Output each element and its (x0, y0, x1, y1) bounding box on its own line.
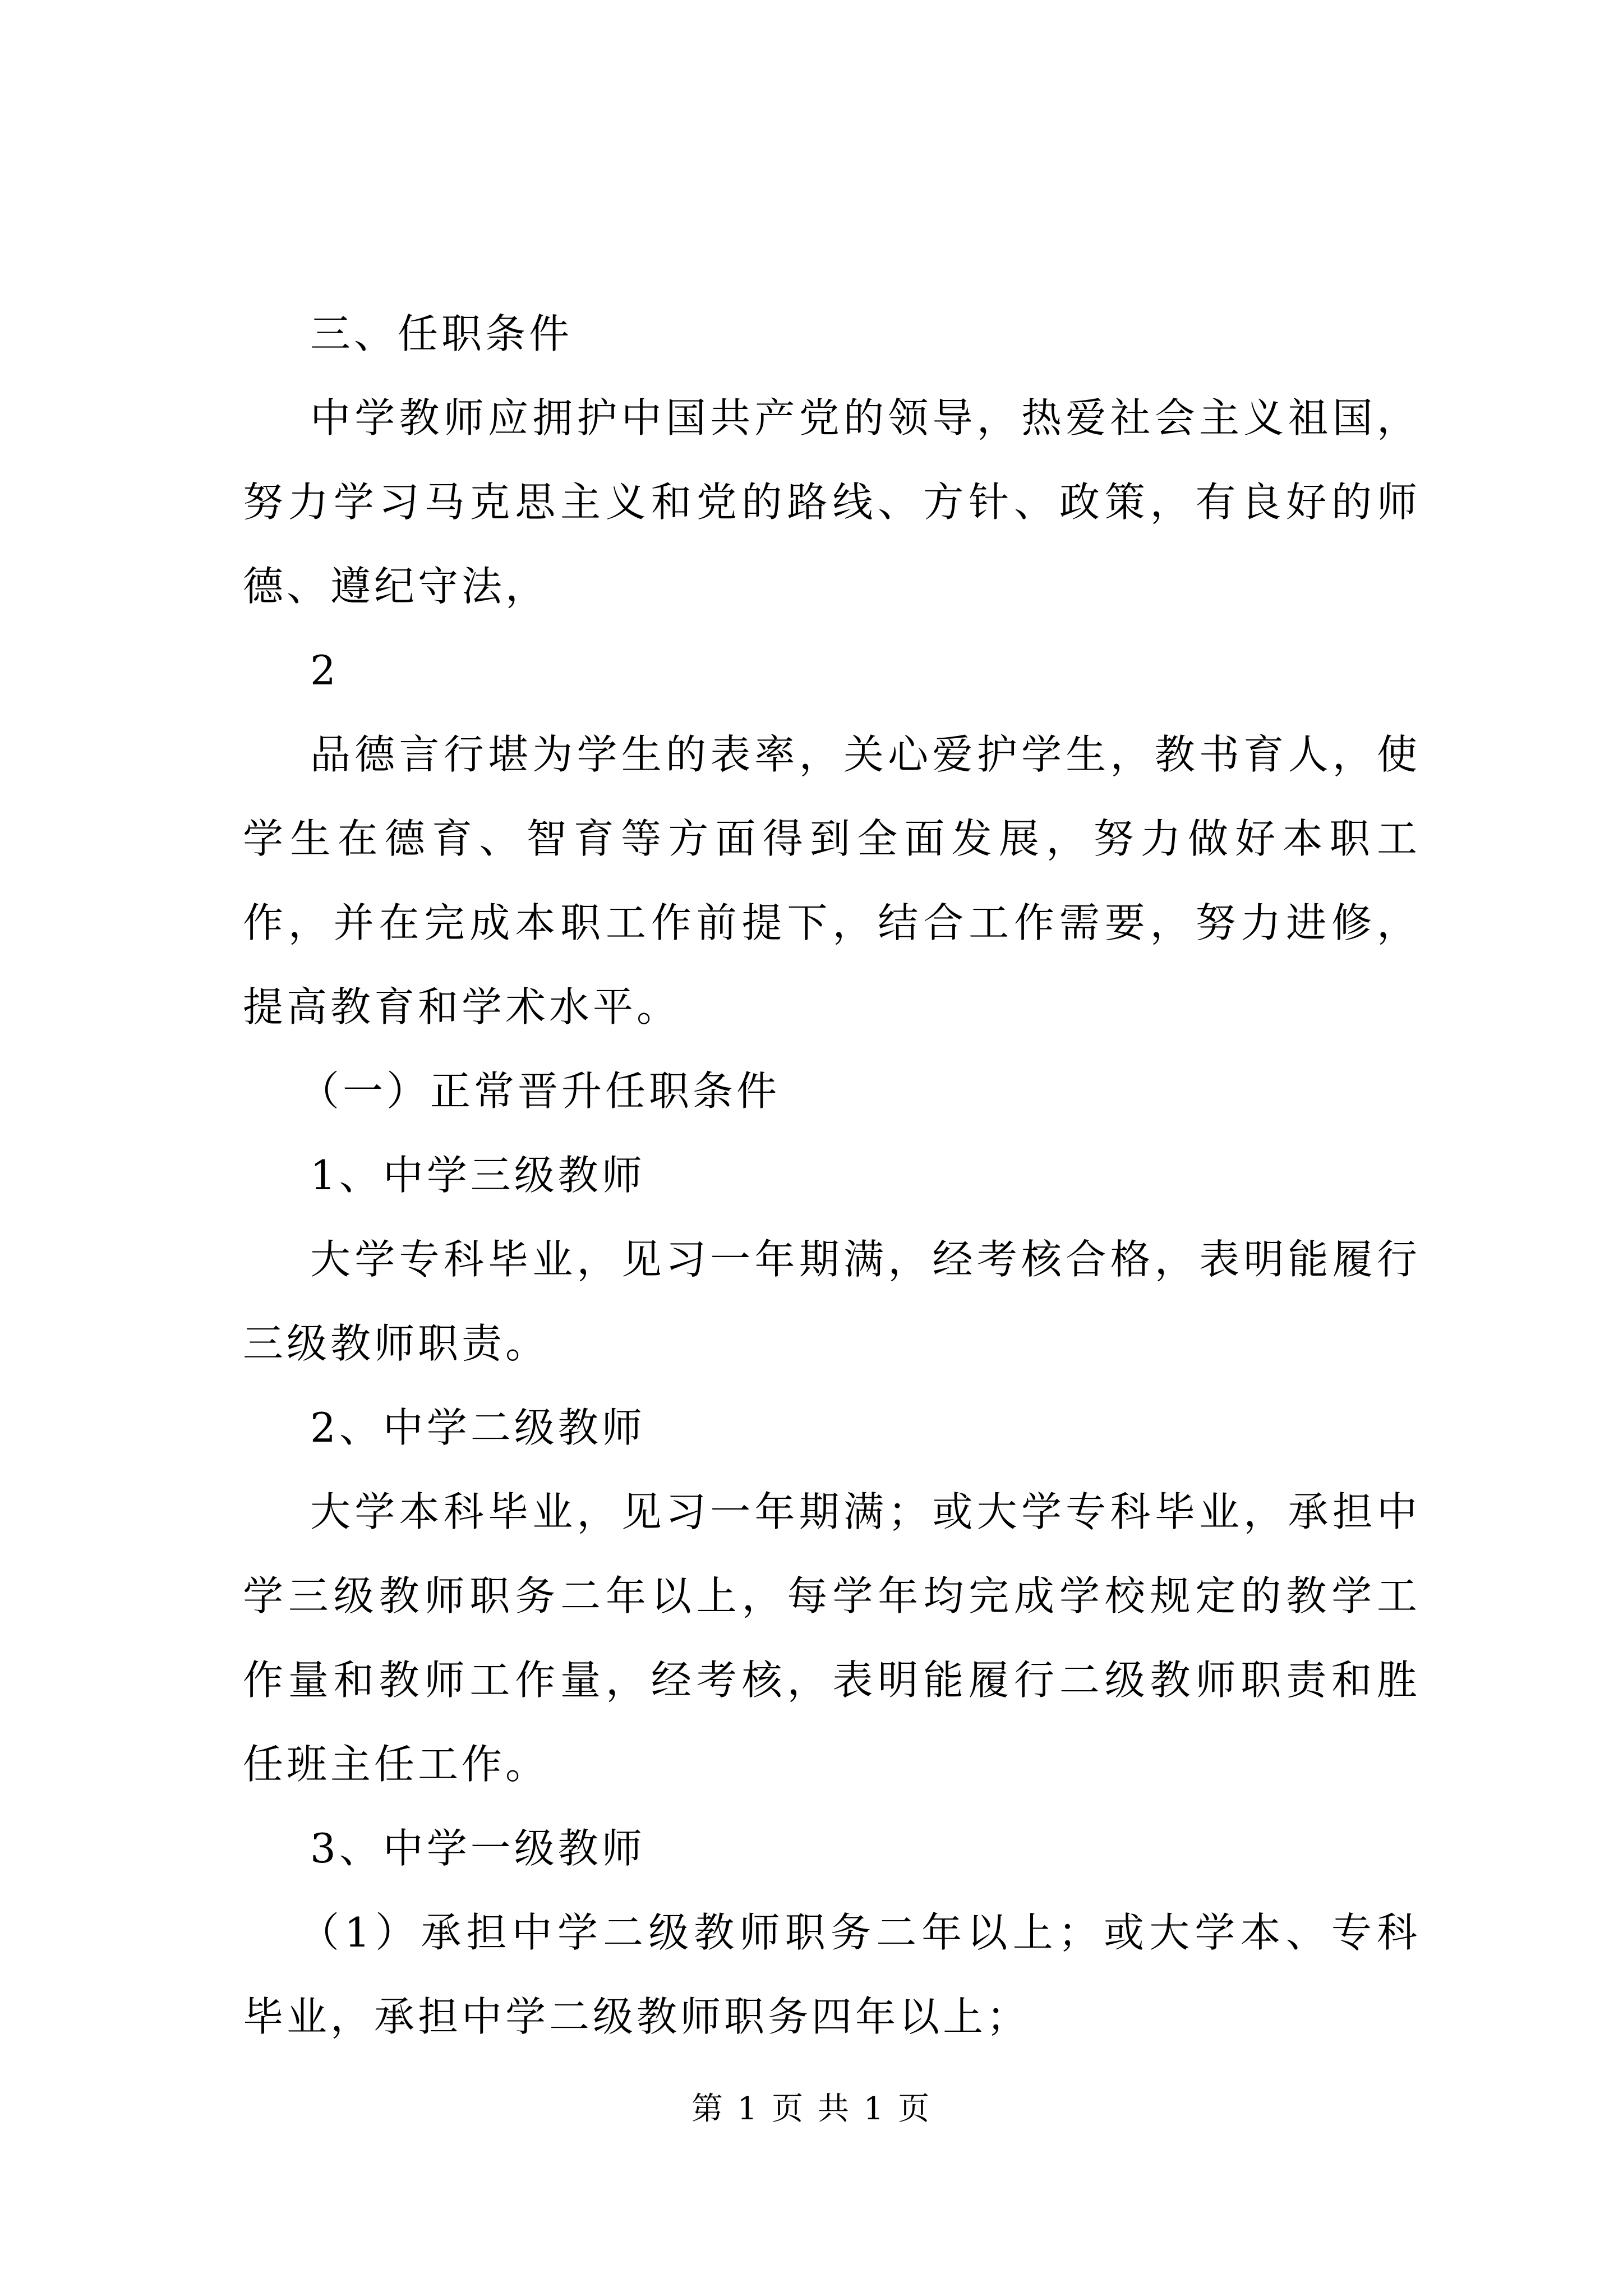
paragraph-second-grade-conditions: 大学本科毕业，见习一年期满；或大学专科毕业，承担中学三级教师职务二年以上，每学年均完成学校规定的教学工作量和教师工作量，经考核，表明能履行二级教师职责和胜任班主任工作。 (243, 1488, 1421, 1788)
subheading-second-grade-teacher: 2、中学二级教师 (310, 1404, 645, 1451)
page-footer: 第 1 页 共 1 页 (691, 2091, 932, 2127)
section-heading-qualifications: 三、任职条件 (310, 310, 573, 357)
paragraph-general-requirements: 中学教师应拥护中国共产党的领导，热爱社会主义祖国，努力学习马克思主义和党的路线、方针、政策，有良好的师德、遵纪守法， (243, 394, 1421, 610)
subheading-normal-promotion: （一）正常晋升任职条件 (299, 1068, 781, 1115)
paragraph-third-grade-conditions: 大学专科毕业，见习一年期满，经考核合格，表明能履行三级教师职责。 (243, 1236, 1421, 1367)
document-body (243, 292, 1421, 2059)
paragraph-conduct-requirements: 品德言行堪为学生的表率，关心爱护学生，教书育人，使学生在德育、智育等方面得到全面发展，努力做好本职工作，并在完成本职工作前提下，结合工作需要，努力进修，提高教育和学术水平。 (243, 731, 1421, 1030)
page-marker-number: 2 (310, 647, 339, 694)
subheading-first-grade-teacher: 3、中学一级教师 (310, 1825, 645, 1872)
subheading-third-grade-teacher: 1、中学三级教师 (310, 1152, 645, 1199)
paragraph-first-grade-condition-1: （1）承担中学二级教师职务二年以上；或大学本、专科毕业，承担中学二级教师职务四年以上； (243, 1909, 1421, 2040)
